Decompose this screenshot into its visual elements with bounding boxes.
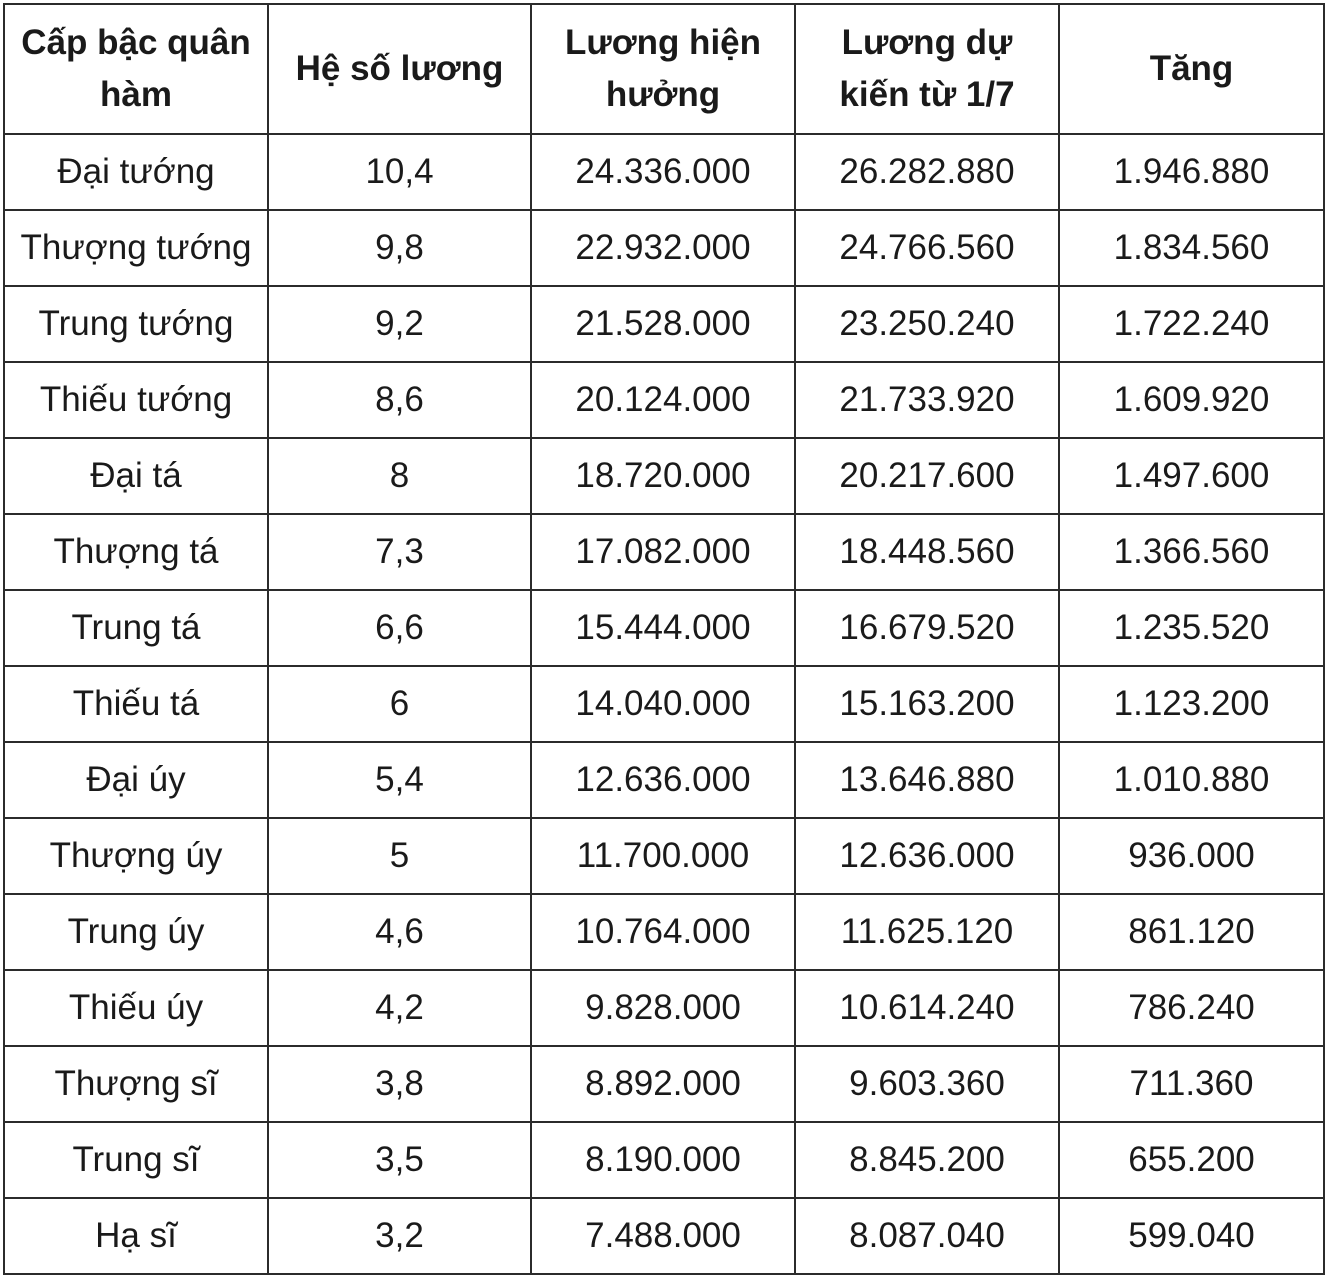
cell-coefficient: 10,4 — [268, 134, 531, 210]
cell-increase: 1.946.880 — [1059, 134, 1324, 210]
cell-projected-salary: 8.087.040 — [795, 1198, 1059, 1274]
cell-coefficient: 9,8 — [268, 210, 531, 286]
cell-increase: 936.000 — [1059, 818, 1324, 894]
cell-current-salary: 10.764.000 — [531, 894, 795, 970]
cell-coefficient: 5,4 — [268, 742, 531, 818]
header-current-salary: Lương hiện hưởng — [531, 4, 795, 134]
cell-increase: 711.360 — [1059, 1046, 1324, 1122]
table-row — [4, 362, 1324, 438]
cell-coefficient: 6,6 — [268, 590, 531, 666]
cell-coefficient: 7,3 — [268, 514, 531, 590]
cell-increase: 786.240 — [1059, 970, 1324, 1046]
cell-projected-salary: 26.282.880 — [795, 134, 1059, 210]
cell-projected-salary: 21.733.920 — [795, 362, 1059, 438]
cell-increase: 655.200 — [1059, 1122, 1324, 1198]
table-row — [4, 210, 1324, 286]
cell-rank: Thượng tá — [4, 514, 268, 590]
table-row — [4, 894, 1324, 970]
cell-rank: Thượng úy — [4, 818, 268, 894]
cell-rank: Thượng tướng — [4, 210, 268, 286]
table-row — [4, 970, 1324, 1046]
cell-coefficient: 3,2 — [268, 1198, 531, 1274]
cell-coefficient: 3,8 — [268, 1046, 531, 1122]
table-row — [4, 1198, 1324, 1274]
cell-current-salary: 14.040.000 — [531, 666, 795, 742]
cell-coefficient: 4,2 — [268, 970, 531, 1046]
cell-projected-salary: 18.448.560 — [795, 514, 1059, 590]
cell-rank: Thiếu úy — [4, 970, 268, 1046]
table-row — [4, 818, 1324, 894]
cell-increase: 1.366.560 — [1059, 514, 1324, 590]
cell-current-salary: 18.720.000 — [531, 438, 795, 514]
cell-coefficient: 6 — [268, 666, 531, 742]
header-rank: Cấp bậc quân hàm — [4, 4, 268, 134]
cell-rank: Trung sĩ — [4, 1122, 268, 1198]
cell-coefficient: 5 — [268, 818, 531, 894]
header-row — [4, 4, 1324, 134]
cell-projected-salary: 13.646.880 — [795, 742, 1059, 818]
table-row — [4, 590, 1324, 666]
salary-table-container — [3, 3, 1325, 1275]
table-body — [4, 134, 1324, 1274]
cell-current-salary: 8.190.000 — [531, 1122, 795, 1198]
salary-table — [3, 3, 1325, 1275]
cell-increase: 1.010.880 — [1059, 742, 1324, 818]
cell-rank: Đại úy — [4, 742, 268, 818]
table-row — [4, 286, 1324, 362]
cell-projected-salary: 24.766.560 — [795, 210, 1059, 286]
cell-rank: Thiếu tá — [4, 666, 268, 742]
cell-increase: 1.609.920 — [1059, 362, 1324, 438]
cell-coefficient: 4,6 — [268, 894, 531, 970]
header-coefficient: Hệ số lương — [268, 4, 531, 134]
cell-projected-salary: 11.625.120 — [795, 894, 1059, 970]
cell-projected-salary: 23.250.240 — [795, 286, 1059, 362]
cell-current-salary: 22.932.000 — [531, 210, 795, 286]
cell-rank: Thượng sĩ — [4, 1046, 268, 1122]
cell-current-salary: 20.124.000 — [531, 362, 795, 438]
cell-current-salary: 7.488.000 — [531, 1198, 795, 1274]
cell-coefficient: 3,5 — [268, 1122, 531, 1198]
cell-rank: Trung tướng — [4, 286, 268, 362]
cell-coefficient: 9,2 — [268, 286, 531, 362]
cell-increase: 861.120 — [1059, 894, 1324, 970]
cell-projected-salary: 12.636.000 — [795, 818, 1059, 894]
cell-projected-salary: 16.679.520 — [795, 590, 1059, 666]
cell-current-salary: 21.528.000 — [531, 286, 795, 362]
cell-projected-salary: 15.163.200 — [795, 666, 1059, 742]
cell-increase: 1.497.600 — [1059, 438, 1324, 514]
cell-increase: 1.123.200 — [1059, 666, 1324, 742]
cell-rank: Trung úy — [4, 894, 268, 970]
table-row — [4, 438, 1324, 514]
cell-increase: 1.722.240 — [1059, 286, 1324, 362]
table-row — [4, 666, 1324, 742]
cell-projected-salary: 20.217.600 — [795, 438, 1059, 514]
table-row — [4, 514, 1324, 590]
header-increase: Tăng — [1059, 4, 1324, 134]
cell-current-salary: 9.828.000 — [531, 970, 795, 1046]
cell-current-salary: 24.336.000 — [531, 134, 795, 210]
cell-current-salary: 17.082.000 — [531, 514, 795, 590]
cell-coefficient: 8,6 — [268, 362, 531, 438]
table-row — [4, 742, 1324, 818]
table-header — [4, 4, 1324, 134]
cell-increase: 1.834.560 — [1059, 210, 1324, 286]
cell-coefficient: 8 — [268, 438, 531, 514]
cell-current-salary: 12.636.000 — [531, 742, 795, 818]
cell-rank: Thiếu tướng — [4, 362, 268, 438]
cell-projected-salary: 8.845.200 — [795, 1122, 1059, 1198]
table-row — [4, 1046, 1324, 1122]
cell-rank: Đại tướng — [4, 134, 268, 210]
cell-current-salary: 11.700.000 — [531, 818, 795, 894]
header-projected-salary: Lương dự kiến từ 1/7 — [795, 4, 1059, 134]
cell-rank: Trung tá — [4, 590, 268, 666]
cell-increase: 1.235.520 — [1059, 590, 1324, 666]
cell-current-salary: 15.444.000 — [531, 590, 795, 666]
cell-rank: Hạ sĩ — [4, 1198, 268, 1274]
cell-projected-salary: 10.614.240 — [795, 970, 1059, 1046]
cell-rank: Đại tá — [4, 438, 268, 514]
table-row — [4, 1122, 1324, 1198]
cell-increase: 599.040 — [1059, 1198, 1324, 1274]
cell-projected-salary: 9.603.360 — [795, 1046, 1059, 1122]
table-row — [4, 134, 1324, 210]
cell-current-salary: 8.892.000 — [531, 1046, 795, 1122]
